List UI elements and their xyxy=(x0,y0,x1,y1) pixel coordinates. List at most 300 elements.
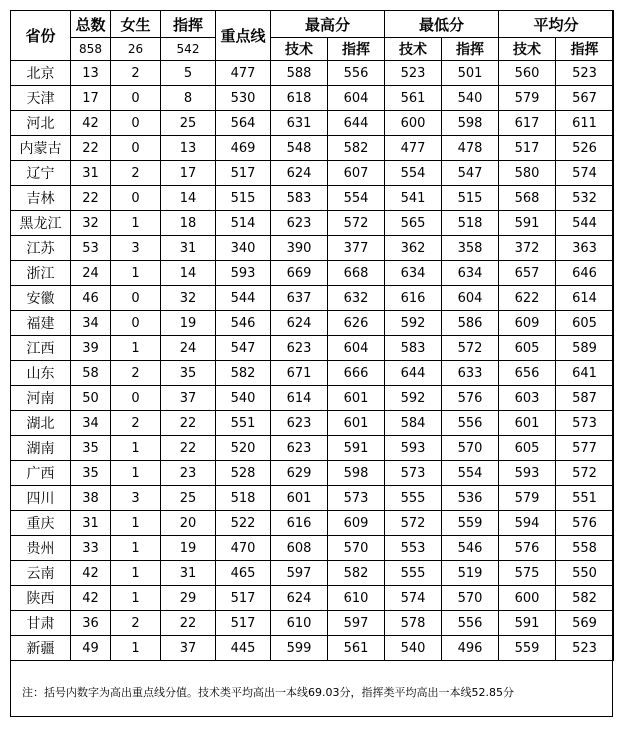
cell-max-cmd: 644 xyxy=(328,111,385,136)
cell-avg-cmd: 605 xyxy=(556,311,614,336)
cell-min-cmd: 536 xyxy=(442,486,499,511)
table-row xyxy=(11,286,614,311)
cell-command: 23 xyxy=(161,461,216,486)
cell-min-cmd: 547 xyxy=(442,161,499,186)
cell-min-cmd: 572 xyxy=(442,336,499,361)
table-row xyxy=(11,611,614,636)
header-max: 最高分 xyxy=(271,11,385,38)
cell-command: 37 xyxy=(161,386,216,411)
cell-female: 1 xyxy=(111,461,161,486)
cell-female: 1 xyxy=(111,511,161,536)
cell-avg-tech: 603 xyxy=(499,386,556,411)
table-row xyxy=(11,261,614,286)
cell-max-cmd: 601 xyxy=(328,386,385,411)
cell-min-cmd: 576 xyxy=(442,386,499,411)
cell-max-tech: 588 xyxy=(271,61,328,86)
header-avg: 平均分 xyxy=(499,11,614,38)
cell-max-cmd: 601 xyxy=(328,411,385,436)
cell-avg-tech: 657 xyxy=(499,261,556,286)
cell-key-line: 582 xyxy=(216,361,271,386)
cell-female: 0 xyxy=(111,386,161,411)
cell-avg-cmd: 577 xyxy=(556,436,614,461)
cell-avg-tech: 656 xyxy=(499,361,556,386)
cell-female: 1 xyxy=(111,636,161,661)
cell-avg-tech: 601 xyxy=(499,411,556,436)
cell-avg-cmd: 523 xyxy=(556,61,614,86)
cell-female: 0 xyxy=(111,311,161,336)
table-row xyxy=(11,86,614,111)
cell-avg-cmd: 569 xyxy=(556,611,614,636)
cell-max-cmd: 598 xyxy=(328,461,385,486)
cell-min-tech: 477 xyxy=(385,136,442,161)
cell-total: 34 xyxy=(71,311,111,336)
cell-max-cmd: 632 xyxy=(328,286,385,311)
cell-total: 33 xyxy=(71,536,111,561)
table-row xyxy=(11,136,614,161)
cell-female: 2 xyxy=(111,611,161,636)
table-header xyxy=(11,11,614,61)
cell-total: 49 xyxy=(71,636,111,661)
cell-max-tech: 671 xyxy=(271,361,328,386)
cell-max-tech: 583 xyxy=(271,186,328,211)
cell-min-tech: 583 xyxy=(385,336,442,361)
cell-min-cmd: 559 xyxy=(442,511,499,536)
cell-min-cmd: 554 xyxy=(442,461,499,486)
cell-max-tech: 624 xyxy=(271,161,328,186)
cell-max-cmd: 582 xyxy=(328,561,385,586)
cell-command: 35 xyxy=(161,361,216,386)
cell-max-tech: 390 xyxy=(271,236,328,261)
cell-min-tech: 561 xyxy=(385,86,442,111)
cell-key-line: 593 xyxy=(216,261,271,286)
cell-female: 0 xyxy=(111,186,161,211)
cell-avg-tech: 579 xyxy=(499,486,556,511)
cell-command: 32 xyxy=(161,286,216,311)
cell-max-tech: 623 xyxy=(271,336,328,361)
cell-avg-cmd: 614 xyxy=(556,286,614,311)
cell-province: 江苏 xyxy=(11,236,71,261)
cell-min-tech: 592 xyxy=(385,386,442,411)
cell-avg-tech: 600 xyxy=(499,586,556,611)
cell-min-tech: 593 xyxy=(385,436,442,461)
cell-female: 2 xyxy=(111,361,161,386)
cell-province: 云南 xyxy=(11,561,71,586)
cell-female: 3 xyxy=(111,236,161,261)
header-female: 女生 xyxy=(111,11,161,38)
cell-min-tech: 584 xyxy=(385,411,442,436)
cell-max-tech: 618 xyxy=(271,86,328,111)
cell-province: 福建 xyxy=(11,311,71,336)
cell-key-line: 470 xyxy=(216,536,271,561)
cell-max-tech: 608 xyxy=(271,536,328,561)
header-female-count: 26 xyxy=(111,38,161,61)
cell-key-line: 445 xyxy=(216,636,271,661)
cell-key-line: 540 xyxy=(216,386,271,411)
cell-province: 河北 xyxy=(11,111,71,136)
cell-max-cmd: 554 xyxy=(328,186,385,211)
cell-total: 24 xyxy=(71,261,111,286)
cell-key-line: 547 xyxy=(216,336,271,361)
cell-avg-cmd: 587 xyxy=(556,386,614,411)
cell-total: 13 xyxy=(71,61,111,86)
cell-key-line: 520 xyxy=(216,436,271,461)
cell-province: 新疆 xyxy=(11,636,71,661)
cell-min-tech: 592 xyxy=(385,311,442,336)
cell-avg-tech: 605 xyxy=(499,436,556,461)
cell-max-tech: 614 xyxy=(271,386,328,411)
cell-avg-tech: 559 xyxy=(499,636,556,661)
cell-avg-cmd: 558 xyxy=(556,536,614,561)
cell-min-tech: 616 xyxy=(385,286,442,311)
header-max-cmd: 指挥 xyxy=(328,38,385,61)
cell-max-tech: 631 xyxy=(271,111,328,136)
cell-min-cmd: 634 xyxy=(442,261,499,286)
cell-max-tech: 623 xyxy=(271,436,328,461)
cell-max-tech: 548 xyxy=(271,136,328,161)
cell-min-cmd: 556 xyxy=(442,411,499,436)
cell-command: 13 xyxy=(161,136,216,161)
cell-avg-tech: 591 xyxy=(499,611,556,636)
cell-min-tech: 555 xyxy=(385,486,442,511)
cell-female: 0 xyxy=(111,136,161,161)
cell-total: 22 xyxy=(71,186,111,211)
cell-command: 22 xyxy=(161,411,216,436)
cell-command: 25 xyxy=(161,486,216,511)
cell-total: 22 xyxy=(71,136,111,161)
cell-min-cmd: 518 xyxy=(442,211,499,236)
cell-avg-cmd: 572 xyxy=(556,461,614,486)
cell-min-cmd: 604 xyxy=(442,286,499,311)
cell-max-tech: 616 xyxy=(271,511,328,536)
cell-total: 38 xyxy=(71,486,111,511)
cell-total: 32 xyxy=(71,211,111,236)
cell-key-line: 517 xyxy=(216,586,271,611)
cell-min-tech: 634 xyxy=(385,261,442,286)
cell-key-line: 546 xyxy=(216,311,271,336)
cell-province: 陕西 xyxy=(11,586,71,611)
table-row xyxy=(11,561,614,586)
table-bottom-rule xyxy=(10,716,613,717)
cell-total: 42 xyxy=(71,561,111,586)
cell-min-tech: 553 xyxy=(385,536,442,561)
cell-province: 北京 xyxy=(11,61,71,86)
table-row xyxy=(11,111,614,136)
cell-max-tech: 624 xyxy=(271,311,328,336)
cell-total: 35 xyxy=(71,436,111,461)
cell-command: 17 xyxy=(161,161,216,186)
cell-command: 29 xyxy=(161,586,216,611)
cell-max-tech: 601 xyxy=(271,486,328,511)
cell-command: 25 xyxy=(161,111,216,136)
cell-total: 39 xyxy=(71,336,111,361)
cell-min-tech: 600 xyxy=(385,111,442,136)
cell-avg-tech: 605 xyxy=(499,336,556,361)
cell-min-cmd: 556 xyxy=(442,611,499,636)
cell-total: 31 xyxy=(71,511,111,536)
cell-key-line: 564 xyxy=(216,111,271,136)
table-row xyxy=(11,361,614,386)
cell-max-cmd: 582 xyxy=(328,136,385,161)
cell-max-cmd: 556 xyxy=(328,61,385,86)
cell-female: 1 xyxy=(111,561,161,586)
cell-max-cmd: 610 xyxy=(328,586,385,611)
cell-avg-tech: 579 xyxy=(499,86,556,111)
cell-max-tech: 637 xyxy=(271,286,328,311)
cell-max-cmd: 573 xyxy=(328,486,385,511)
table-row xyxy=(11,586,614,611)
cell-min-tech: 523 xyxy=(385,61,442,86)
cell-command: 31 xyxy=(161,561,216,586)
cell-min-cmd: 515 xyxy=(442,186,499,211)
cell-key-line: 465 xyxy=(216,561,271,586)
cell-female: 1 xyxy=(111,436,161,461)
cell-max-tech: 623 xyxy=(271,411,328,436)
cell-total: 31 xyxy=(71,161,111,186)
cell-total: 36 xyxy=(71,611,111,636)
cell-total: 35 xyxy=(71,461,111,486)
cell-female: 1 xyxy=(111,336,161,361)
cell-max-cmd: 570 xyxy=(328,536,385,561)
cell-min-cmd: 496 xyxy=(442,636,499,661)
cell-command: 22 xyxy=(161,436,216,461)
cell-total: 58 xyxy=(71,361,111,386)
cell-avg-cmd: 573 xyxy=(556,411,614,436)
table-row xyxy=(11,411,614,436)
cell-min-tech: 572 xyxy=(385,511,442,536)
cell-command: 5 xyxy=(161,61,216,86)
header-min-cmd: 指挥 xyxy=(442,38,499,61)
cell-total: 46 xyxy=(71,286,111,311)
table-row xyxy=(11,436,614,461)
cell-max-cmd: 597 xyxy=(328,611,385,636)
cell-female: 0 xyxy=(111,86,161,111)
cell-avg-tech: 517 xyxy=(499,136,556,161)
table-row xyxy=(11,461,614,486)
cell-min-cmd: 501 xyxy=(442,61,499,86)
cell-avg-cmd: 641 xyxy=(556,361,614,386)
header-max-tech: 技术 xyxy=(271,38,328,61)
cell-female: 2 xyxy=(111,161,161,186)
header-min-tech: 技术 xyxy=(385,38,442,61)
cell-province: 重庆 xyxy=(11,511,71,536)
cell-max-tech: 669 xyxy=(271,261,328,286)
cell-min-tech: 555 xyxy=(385,561,442,586)
cell-max-cmd: 572 xyxy=(328,211,385,236)
table-row xyxy=(11,311,614,336)
cell-avg-cmd: 532 xyxy=(556,186,614,211)
table-row xyxy=(11,186,614,211)
cell-province: 浙江 xyxy=(11,261,71,286)
cell-min-cmd: 586 xyxy=(442,311,499,336)
cell-min-cmd: 478 xyxy=(442,136,499,161)
cell-province: 贵州 xyxy=(11,536,71,561)
table-row xyxy=(11,336,614,361)
cell-max-cmd: 561 xyxy=(328,636,385,661)
cell-max-cmd: 604 xyxy=(328,86,385,111)
cell-key-line: 522 xyxy=(216,511,271,536)
cell-key-line: 517 xyxy=(216,161,271,186)
cell-province: 天津 xyxy=(11,86,71,111)
cell-province: 内蒙古 xyxy=(11,136,71,161)
cell-avg-tech: 594 xyxy=(499,511,556,536)
cell-key-line: 514 xyxy=(216,211,271,236)
cell-key-line: 530 xyxy=(216,86,271,111)
cell-key-line: 515 xyxy=(216,186,271,211)
cell-min-cmd: 519 xyxy=(442,561,499,586)
cell-key-line: 518 xyxy=(216,486,271,511)
cell-female: 0 xyxy=(111,111,161,136)
cell-province: 广西 xyxy=(11,461,71,486)
header-avg-cmd: 指挥 xyxy=(556,38,614,61)
cell-total: 53 xyxy=(71,236,111,261)
header-min: 最低分 xyxy=(385,11,499,38)
cell-min-tech: 578 xyxy=(385,611,442,636)
table-row xyxy=(11,636,614,661)
cell-key-line: 528 xyxy=(216,461,271,486)
cell-female: 3 xyxy=(111,486,161,511)
cell-max-cmd: 377 xyxy=(328,236,385,261)
cell-command: 19 xyxy=(161,536,216,561)
cell-min-tech: 554 xyxy=(385,161,442,186)
cell-min-tech: 541 xyxy=(385,186,442,211)
cell-avg-tech: 609 xyxy=(499,311,556,336)
header-avg-tech: 技术 xyxy=(499,38,556,61)
cell-avg-tech: 576 xyxy=(499,536,556,561)
header-total-count: 858 xyxy=(71,38,111,61)
cell-max-tech: 610 xyxy=(271,611,328,636)
cell-avg-cmd: 582 xyxy=(556,586,614,611)
cell-female: 2 xyxy=(111,411,161,436)
cell-province: 黑龙江 xyxy=(11,211,71,236)
cell-female: 1 xyxy=(111,211,161,236)
cell-avg-cmd: 551 xyxy=(556,486,614,511)
cell-min-cmd: 570 xyxy=(442,436,499,461)
table-row xyxy=(11,61,614,86)
score-table xyxy=(10,10,614,661)
cell-avg-cmd: 526 xyxy=(556,136,614,161)
cell-command: 8 xyxy=(161,86,216,111)
cell-avg-cmd: 544 xyxy=(556,211,614,236)
cell-avg-cmd: 576 xyxy=(556,511,614,536)
cell-command: 20 xyxy=(161,511,216,536)
cell-key-line: 544 xyxy=(216,286,271,311)
cell-max-cmd: 591 xyxy=(328,436,385,461)
cell-min-cmd: 633 xyxy=(442,361,499,386)
cell-command: 19 xyxy=(161,311,216,336)
cell-avg-cmd: 574 xyxy=(556,161,614,186)
cell-avg-cmd: 611 xyxy=(556,111,614,136)
cell-avg-cmd: 646 xyxy=(556,261,614,286)
cell-command: 14 xyxy=(161,186,216,211)
cell-total: 17 xyxy=(71,86,111,111)
cell-max-cmd: 607 xyxy=(328,161,385,186)
cell-command: 18 xyxy=(161,211,216,236)
cell-command: 22 xyxy=(161,611,216,636)
cell-max-cmd: 609 xyxy=(328,511,385,536)
cell-avg-tech: 568 xyxy=(499,186,556,211)
table-row xyxy=(11,211,614,236)
cell-min-tech: 565 xyxy=(385,211,442,236)
cell-key-line: 477 xyxy=(216,61,271,86)
cell-female: 1 xyxy=(111,261,161,286)
cell-avg-cmd: 567 xyxy=(556,86,614,111)
cell-province: 湖南 xyxy=(11,436,71,461)
cell-avg-cmd: 589 xyxy=(556,336,614,361)
cell-min-cmd: 598 xyxy=(442,111,499,136)
cell-command: 14 xyxy=(161,261,216,286)
cell-province: 辽宁 xyxy=(11,161,71,186)
cell-max-tech: 624 xyxy=(271,586,328,611)
cell-female: 1 xyxy=(111,586,161,611)
cell-min-cmd: 540 xyxy=(442,86,499,111)
cell-province: 安徽 xyxy=(11,286,71,311)
cell-min-tech: 644 xyxy=(385,361,442,386)
table-row xyxy=(11,386,614,411)
cell-max-cmd: 604 xyxy=(328,336,385,361)
header-command: 指挥 xyxy=(161,11,216,38)
cell-command: 24 xyxy=(161,336,216,361)
cell-province: 甘肃 xyxy=(11,611,71,636)
header-key-line: 重点线 xyxy=(216,11,271,61)
cell-avg-tech: 560 xyxy=(499,61,556,86)
cell-key-line: 517 xyxy=(216,611,271,636)
table-row xyxy=(11,161,614,186)
table-body xyxy=(11,61,614,661)
footnote: 注：括号内数字为高出重点线分值。技术类平均高出一本线69.03分，指挥类平均高出一本线52.85分 xyxy=(22,686,514,699)
cell-max-tech: 629 xyxy=(271,461,328,486)
cell-min-tech: 574 xyxy=(385,586,442,611)
cell-key-line: 340 xyxy=(216,236,271,261)
cell-min-tech: 362 xyxy=(385,236,442,261)
cell-avg-cmd: 363 xyxy=(556,236,614,261)
cell-max-cmd: 666 xyxy=(328,361,385,386)
cell-avg-tech: 580 xyxy=(499,161,556,186)
cell-avg-tech: 575 xyxy=(499,561,556,586)
cell-max-tech: 597 xyxy=(271,561,328,586)
cell-command: 37 xyxy=(161,636,216,661)
cell-avg-tech: 591 xyxy=(499,211,556,236)
table-row xyxy=(11,486,614,511)
cell-min-tech: 573 xyxy=(385,461,442,486)
cell-min-cmd: 546 xyxy=(442,536,499,561)
cell-avg-tech: 593 xyxy=(499,461,556,486)
cell-total: 42 xyxy=(71,111,111,136)
cell-command: 31 xyxy=(161,236,216,261)
cell-max-tech: 599 xyxy=(271,636,328,661)
cell-province: 湖北 xyxy=(11,411,71,436)
cell-min-cmd: 570 xyxy=(442,586,499,611)
cell-avg-cmd: 523 xyxy=(556,636,614,661)
cell-key-line: 469 xyxy=(216,136,271,161)
table-row xyxy=(11,236,614,261)
cell-max-cmd: 626 xyxy=(328,311,385,336)
cell-province: 吉林 xyxy=(11,186,71,211)
cell-female: 2 xyxy=(111,61,161,86)
table-row xyxy=(11,536,614,561)
cell-key-line: 551 xyxy=(216,411,271,436)
cell-max-tech: 623 xyxy=(271,211,328,236)
cell-min-tech: 540 xyxy=(385,636,442,661)
cell-avg-cmd: 550 xyxy=(556,561,614,586)
cell-max-cmd: 668 xyxy=(328,261,385,286)
cell-total: 50 xyxy=(71,386,111,411)
cell-avg-tech: 622 xyxy=(499,286,556,311)
cell-avg-tech: 617 xyxy=(499,111,556,136)
cell-avg-tech: 372 xyxy=(499,236,556,261)
cell-province: 四川 xyxy=(11,486,71,511)
cell-min-cmd: 358 xyxy=(442,236,499,261)
cell-female: 0 xyxy=(111,286,161,311)
